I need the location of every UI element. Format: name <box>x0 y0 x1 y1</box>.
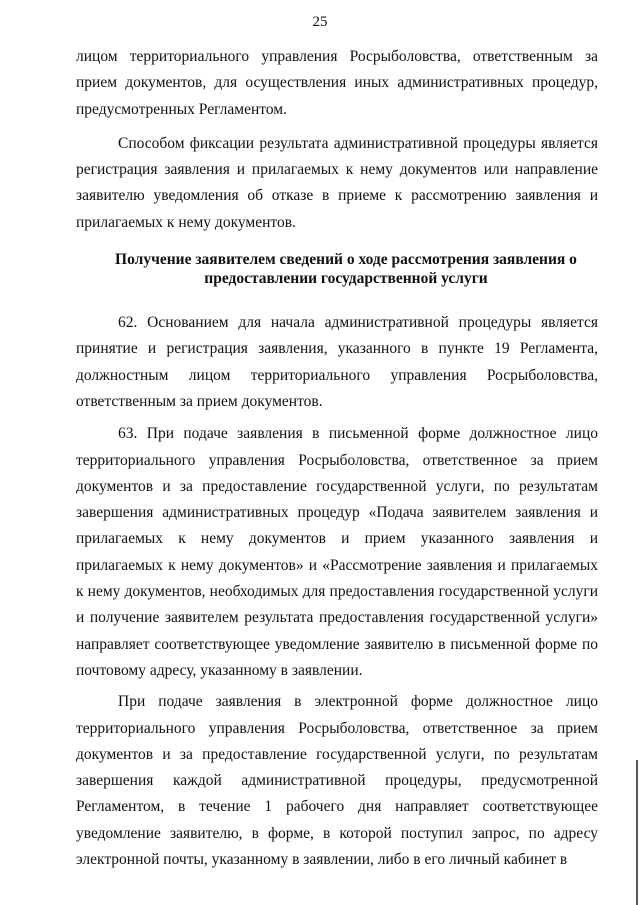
scan-edge-mark <box>636 760 638 905</box>
page-number: 25 <box>312 14 328 30</box>
paragraph-63: 63. При подаче заявления в письменной форме должностное лицо территориального управления Росрыболовства, ответственное за прием документов и за предоставление государственной услуги, по результатам завершения административных процедур «Подача заявителем заявления и прилагаемых к нему документов и прием указанного заявления и прилагаемых к нему документов» и «Рассмотрение заявления и прилагаемых к нему документов, необходимых для предоставления государственной услуги и получение заявителем результата предоставления государственной услуги» направляет соответствующее уведомление заявителю в письменной форме по почтовому адресу, указанному в заявлении. <box>76 425 598 679</box>
paragraph-62: 62. Основанием для начала административной процедуры является принятие и регистрация заявления, указанного в пункте 19 Регламента, должностным лицом территориального управления Росрыболовства, ответственным за прием документов. <box>76 314 598 410</box>
document-body <box>76 44 598 873</box>
paragraph-electronic: При подаче заявления в электронной форме должностное лицо территориального управления Росрыболовства, ответственное за прием документов и за предоставление государственной услуги, по результатам завершения каждой административной процедуры, предусмотренной Регламентом, в течение 1 рабочего дня направляет соответствующее уведомление заявителю, в форме, в которой поступил запрос, по адресу электронной почты, указанному в заявлении, либо в его личный кабинет в <box>76 693 598 869</box>
paragraph-fixation: Способом фиксации результата административной процедуры является регистрация заявления и прилагаемых к нему документов или направление заявителю уведомления об отказе в приеме к рассмотрению заявления и прилагаемых к нему документов. <box>76 134 598 231</box>
paragraph-continuation: лицом территориального управления Росрыболовства, ответственным за прием документов, для осуществления иных административных процедур, предусмотренных Регламентом. <box>76 48 598 118</box>
section-heading: Получение заявителем сведений о ходе рассмотрения заявления о предоставлении государственной услуги <box>115 251 577 288</box>
